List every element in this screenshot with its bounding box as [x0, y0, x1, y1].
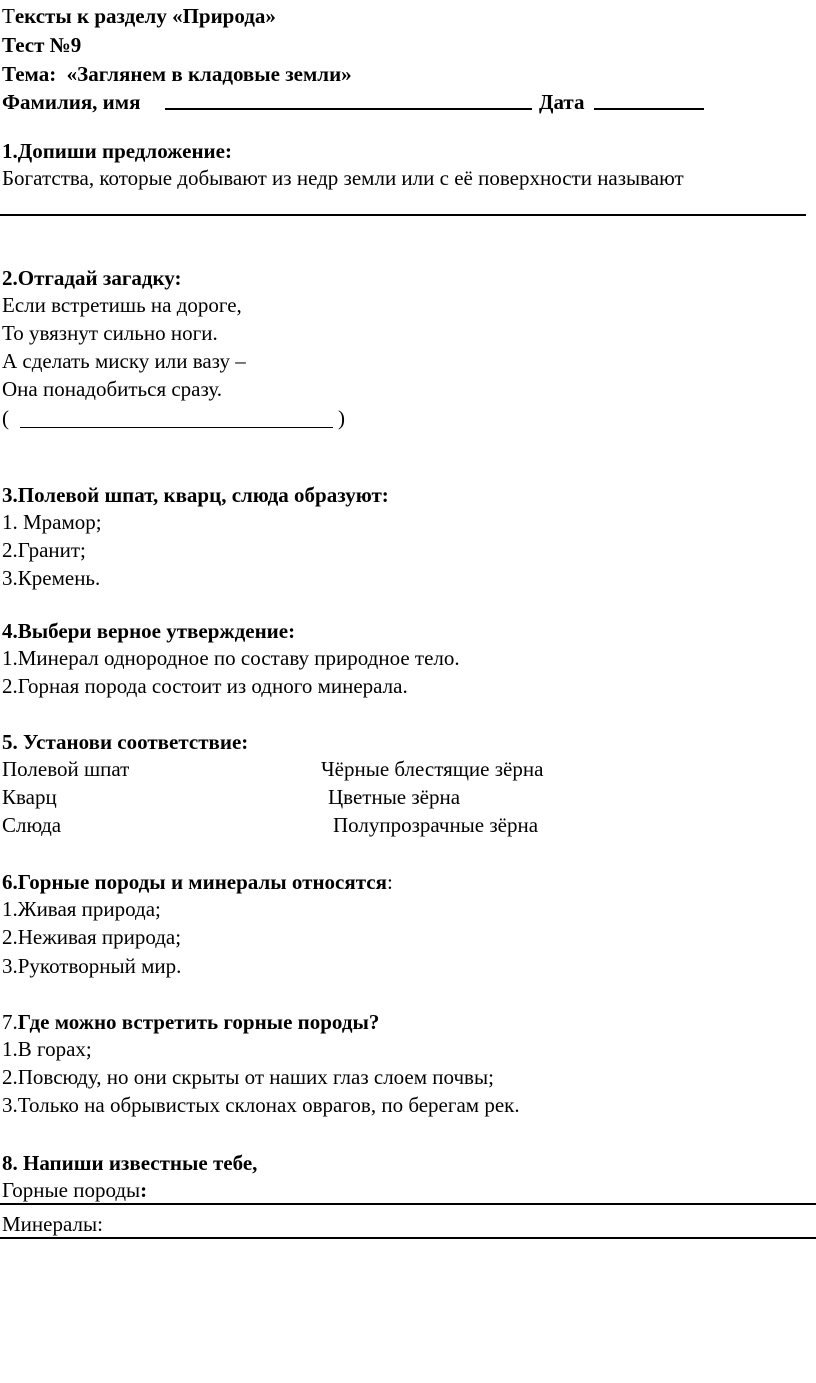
- q7-option: 1.В горах;: [2, 1037, 92, 1061]
- q2-riddle-line: Если встретишь на дороге,: [2, 293, 242, 317]
- topic: Тема: «Заглянем в кладовые земли»: [2, 62, 352, 86]
- q8-rocks-row: [2, 1177, 147, 1203]
- q8-rocks-colon: :: [140, 1178, 148, 1202]
- q2-answer-line[interactable]: [20, 427, 333, 428]
- q5-right-item: Чёрные блестящие зёрна: [321, 757, 544, 781]
- q6-heading: 6.Горные породы и минералы относятся: [2, 870, 387, 894]
- q7-option: 2.Повсюду, но они скрыты от наших глаз слоем почвы;: [2, 1065, 494, 1089]
- q7-number: 7.: [2, 1010, 18, 1034]
- q6-option: 2.Неживая природа;: [2, 925, 182, 949]
- q2-heading: 2.Отгадай загадку:: [2, 266, 182, 290]
- q3-option: 2.Гранит;: [2, 538, 86, 562]
- q3-option: 3.Кремень.: [2, 566, 101, 590]
- q2-riddle-line: Она понадобиться сразу.: [2, 377, 223, 401]
- q6-option: 3.Рукотворный мир.: [2, 954, 182, 978]
- q6-heading-row: [2, 869, 393, 895]
- q2-answer-open: (: [2, 406, 9, 430]
- q2-answer-close: ): [338, 406, 345, 430]
- test-number: Тест №9: [2, 33, 82, 57]
- q8-minerals-answer-line[interactable]: [0, 1237, 816, 1239]
- q7-option: 3.Только на обрывистых склонах оврагов, по берегам рек.: [2, 1093, 520, 1117]
- q2-riddle-line: То увязнут сильно ноги.: [2, 321, 218, 345]
- q8-minerals-label: Минералы:: [2, 1212, 103, 1236]
- title-prefix: Т: [2, 4, 15, 28]
- name-field-line[interactable]: [165, 108, 532, 110]
- title-rest: ексты к разделу «Природа»: [14, 4, 276, 28]
- q4-option: 2.Горная порода состоит из одного минерала.: [2, 674, 408, 698]
- q6-option: 1.Живая природа;: [2, 897, 161, 921]
- q1-answer-line[interactable]: [0, 214, 806, 216]
- q4-heading: 4.Выбери верное утверждение:: [2, 619, 296, 643]
- date-field-line[interactable]: [594, 108, 704, 110]
- q5-left-item: Слюда: [2, 813, 62, 837]
- q1-heading: 1.Допиши предложение:: [2, 139, 232, 163]
- q8-heading: 8. Напиши известные тебе,: [2, 1151, 258, 1175]
- q4-option: 1.Минерал однородное по составу природное тело.: [2, 646, 460, 670]
- date-label: Дата: [539, 90, 585, 114]
- q6-heading-colon: :: [387, 870, 393, 894]
- q5-right-item: Цветные зёрна: [328, 785, 461, 809]
- q1-text: Богатства, которые добывают из недр земли или с её поверхности называют: [2, 166, 684, 190]
- q5-heading: 5. Установи соответствие:: [2, 730, 249, 754]
- q5-left-item: Полевой шпат: [2, 757, 130, 781]
- q7-heading: Где можно встретить горные породы?: [17, 1010, 380, 1034]
- page-title: [2, 3, 276, 29]
- q8-rocks-answer-line[interactable]: [0, 1203, 816, 1205]
- q2-riddle-line: А сделать миску или вазу –: [2, 349, 246, 373]
- q7-heading-row: [2, 1009, 379, 1035]
- q5-left-item: Кварц: [2, 785, 57, 809]
- q8-rocks-label: Горные породы: [2, 1178, 141, 1202]
- name-label: Фамилия, имя: [2, 90, 141, 114]
- q3-option: 1. Мрамор;: [2, 510, 102, 534]
- q5-right-item: Полупрозрачные зёрна: [333, 813, 539, 837]
- q3-heading: 3.Полевой шпат, кварц, слюда образуют:: [2, 483, 389, 507]
